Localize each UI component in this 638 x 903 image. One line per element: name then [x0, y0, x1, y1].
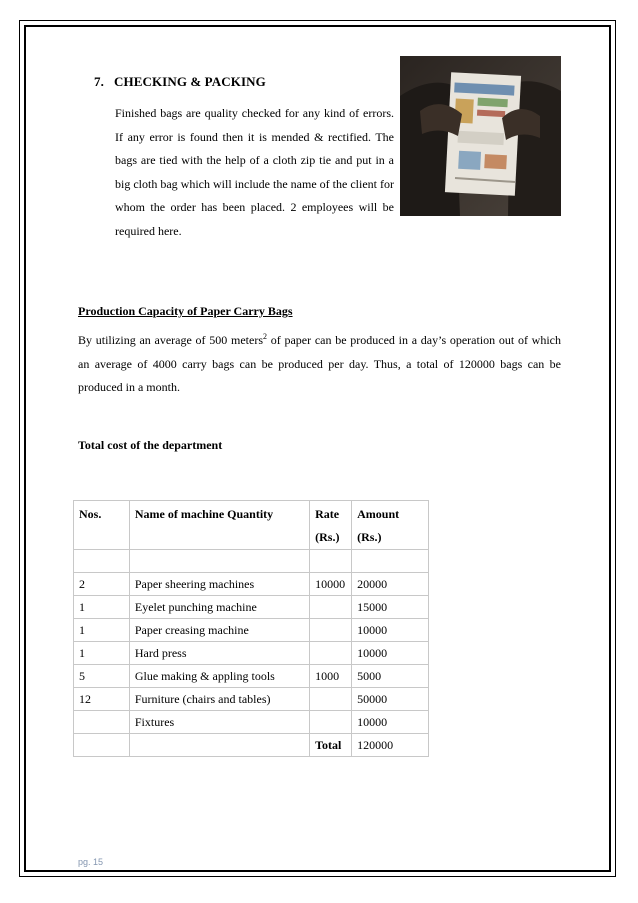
- table-total-row: [74, 734, 429, 757]
- cell: Fixtures: [129, 711, 309, 734]
- cost-heading: Total cost of the department: [78, 438, 223, 452]
- cell: 10000: [310, 573, 352, 596]
- cell: [310, 711, 352, 734]
- table-row: [74, 711, 429, 734]
- table-row: [74, 573, 429, 596]
- cell: [129, 734, 309, 757]
- capacity-text-before: By utilizing an average of 500 meters: [78, 333, 263, 347]
- table-row: [74, 619, 429, 642]
- paper-bags-photo: [400, 56, 561, 216]
- cell: Glue making & appling tools: [129, 665, 309, 688]
- header-amount: Amount (Rs.): [352, 501, 429, 550]
- cell: 50000: [352, 688, 429, 711]
- capacity-text-after: of paper can be produced in a day’s operation out of which an average of 4000 carry bags can be produced per day. Thus, a total of 120000 bags can be produced in a month.: [78, 333, 562, 394]
- total-label: Total: [310, 734, 352, 757]
- capacity-heading: Production Capacity of Paper Carry Bags: [78, 304, 293, 318]
- cell: [310, 619, 352, 642]
- superscript-2: 2: [263, 332, 267, 341]
- cell: [352, 550, 429, 573]
- cell: Paper sheering machines: [129, 573, 309, 596]
- page-number: pg. 15: [78, 857, 104, 867]
- header-nos: Nos.: [74, 501, 130, 550]
- cell: Furniture (chairs and tables): [129, 688, 309, 711]
- photo-illustration: [400, 56, 561, 216]
- section-checking-packing: [94, 74, 394, 243]
- cell: [129, 550, 309, 573]
- table-row: [74, 642, 429, 665]
- header-machine: Name of machine Quantity: [129, 501, 309, 550]
- section-title: CHECKING & PACKING: [114, 74, 266, 89]
- cell: 12: [74, 688, 130, 711]
- table-row: [74, 688, 429, 711]
- capacity-paragraph: [78, 325, 561, 400]
- cell: 15000: [352, 596, 429, 619]
- cell: [74, 550, 130, 573]
- table-row: [74, 596, 429, 619]
- header-rate: Rate (Rs.): [310, 501, 352, 550]
- table-row: [74, 550, 429, 573]
- cell: Hard press: [129, 642, 309, 665]
- cell: Paper creasing machine: [129, 619, 309, 642]
- cell: Eyelet punching machine: [129, 596, 309, 619]
- cell: 1000: [310, 665, 352, 688]
- cell: 1: [74, 619, 130, 642]
- cell: [74, 711, 130, 734]
- cell: 10000: [352, 642, 429, 665]
- cell: 20000: [352, 573, 429, 596]
- total-amount: 120000: [352, 734, 429, 757]
- table-row: [74, 665, 429, 688]
- cell: 10000: [352, 619, 429, 642]
- section-number: 7.: [94, 74, 104, 89]
- cell: 2: [74, 573, 130, 596]
- cell: [74, 734, 130, 757]
- section-heading: [94, 74, 394, 90]
- cell: 10000: [352, 711, 429, 734]
- cell: [310, 642, 352, 665]
- table-header-row: [74, 501, 429, 550]
- cell: 5000: [352, 665, 429, 688]
- cell: [310, 688, 352, 711]
- cell: 1: [74, 596, 130, 619]
- section-body: Finished bags are quality checked for any kind of errors. If any error is found then it is mended & rectified. The bags are tied with the help of a cloth zip tie and put in a big cloth bag which will include the name of the client for whom the order has been placed. 2 employees will be required here.: [115, 106, 394, 238]
- cost-table: [73, 500, 429, 757]
- cell: 1: [74, 642, 130, 665]
- cell: [310, 596, 352, 619]
- cell: [310, 550, 352, 573]
- cell: 5: [74, 665, 130, 688]
